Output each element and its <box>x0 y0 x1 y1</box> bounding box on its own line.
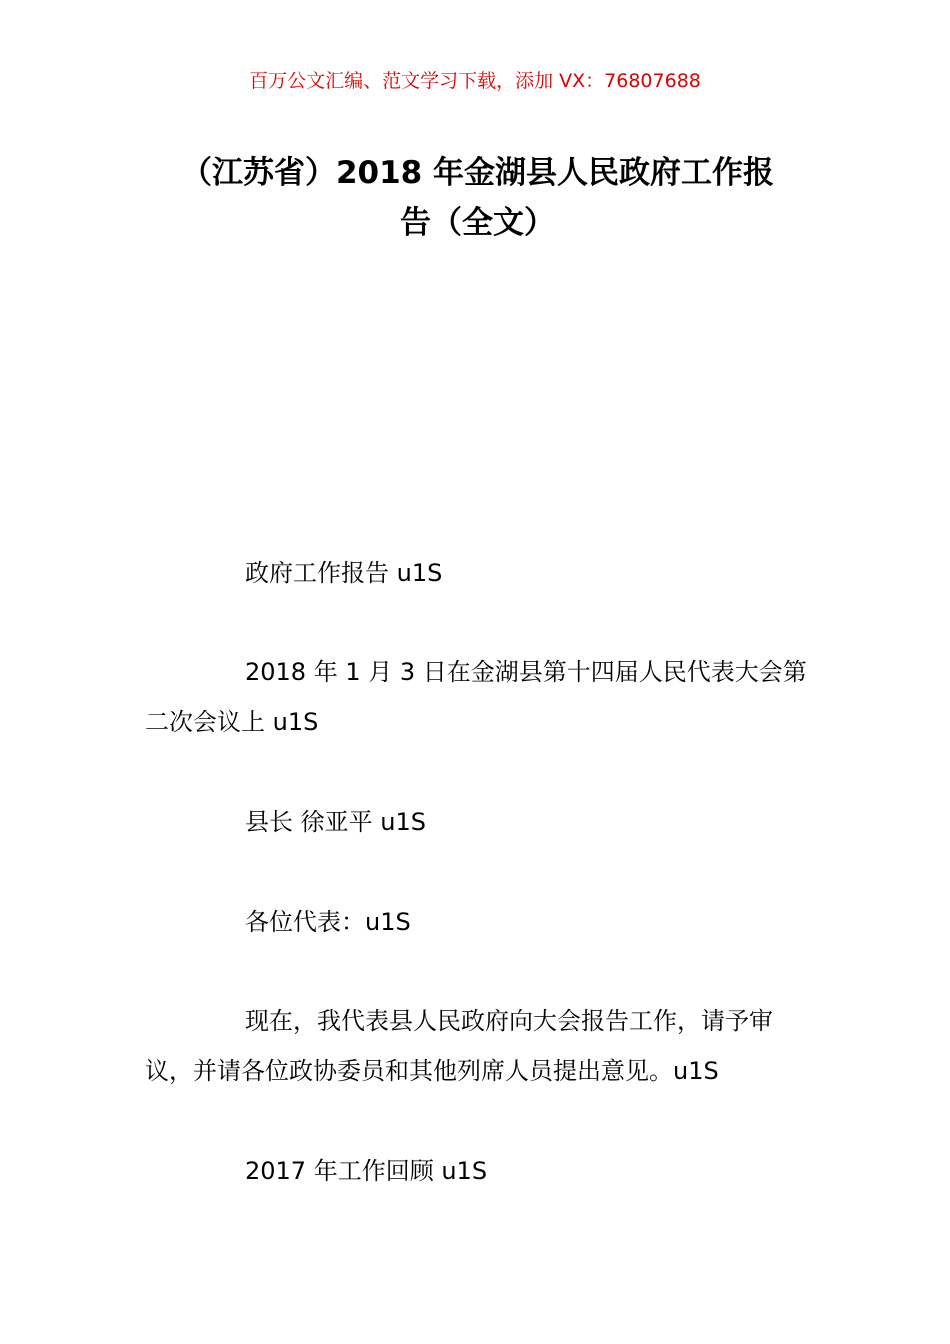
paragraph-salutation: 各位代表：u1S <box>245 908 411 936</box>
paragraph-report-heading: 政府工作报告 u1S <box>245 559 443 587</box>
paragraph-meeting-date: 2018 年 1 月 3 日在金湖县第十四届人民代表大会第二次会议上 u1S <box>145 658 807 736</box>
paragraph-introduction: 现在，我代表县人民政府向大会报告工作，请予审议，并请各位政协委员和其他列席人员提出意见。u1S <box>145 1007 773 1085</box>
document-title-line-2: 告（全文） <box>400 205 555 241</box>
header-banner: 百万公文汇编、范文学习下载，添加 VX：76807688 <box>249 70 701 92</box>
paragraph-section-heading: 2017 年工作回顾 u1S <box>245 1157 488 1185</box>
paragraph-speaker: 县长 徐亚平 u1S <box>245 808 426 836</box>
document-title-line-1: （江苏省）2018 年金湖县人民政府工作报 <box>180 155 775 191</box>
